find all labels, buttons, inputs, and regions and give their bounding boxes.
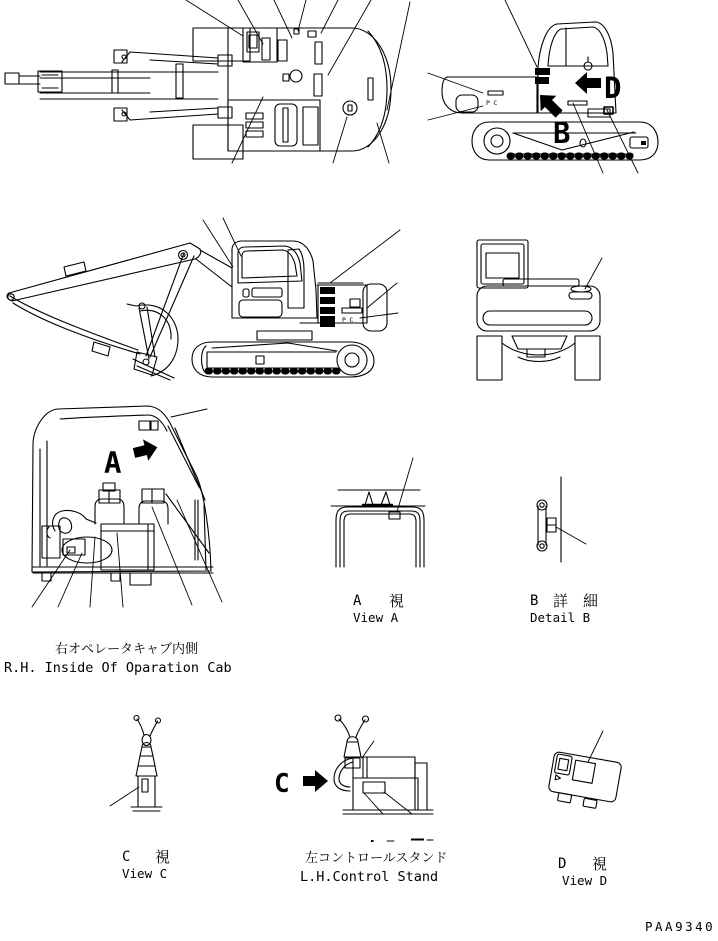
pc-decal-rear-side: PC bbox=[486, 99, 501, 107]
view-c-leader bbox=[110, 787, 139, 806]
cab-interior-view bbox=[32, 406, 222, 607]
view-a-drawing bbox=[331, 490, 425, 567]
top-view-body bbox=[228, 28, 391, 151]
view-c-caption-en: View C bbox=[122, 866, 168, 881]
view-a-leader bbox=[397, 458, 413, 512]
view-c-detail bbox=[110, 716, 170, 882]
view-a-caption-kanji: 視 bbox=[389, 592, 405, 610]
side-view-left-black-stripes bbox=[320, 287, 335, 327]
view-c-caption-kanji: 視 bbox=[155, 848, 171, 866]
arrow-a-icon bbox=[131, 437, 160, 464]
view-d-detail bbox=[546, 731, 621, 888]
rear-view-body bbox=[477, 279, 600, 331]
marker-a: A bbox=[104, 446, 122, 480]
side-view-rear-body bbox=[442, 22, 616, 117]
control-stand-caption-en: L.H.Control Stand bbox=[300, 869, 439, 885]
cab-interior-top-leader bbox=[171, 409, 207, 417]
view-c-drawing bbox=[131, 716, 162, 812]
control-stand-caption-jp: 左コントロールスタンド bbox=[305, 851, 448, 866]
detail-b-caption-en: Detail B bbox=[530, 610, 591, 625]
side-view-rear bbox=[428, 0, 658, 173]
arrow-c-icon bbox=[303, 770, 328, 792]
view-d-plate bbox=[546, 751, 621, 811]
detail-b-caption-kanji: 詳細 bbox=[553, 592, 614, 610]
side-view-left-work-equipment bbox=[7, 243, 232, 380]
view-d-leader bbox=[588, 731, 603, 762]
side-view-left bbox=[7, 218, 400, 380]
doc-code: PAA9340 bbox=[645, 919, 716, 934]
marker-b: B bbox=[553, 116, 571, 150]
view-c-caption-letter: C bbox=[122, 849, 131, 865]
control-stand-dashes bbox=[371, 840, 433, 843]
control-stand-drawing bbox=[334, 715, 433, 814]
top-view-tracks bbox=[193, 28, 250, 159]
rear-view bbox=[477, 240, 602, 380]
control-stand-view bbox=[274, 715, 447, 885]
top-view bbox=[5, 0, 410, 163]
detail-b-caption-letter: B bbox=[530, 593, 539, 609]
view-a-caption-letter: A bbox=[353, 593, 362, 609]
detail-b-drawing bbox=[537, 477, 561, 562]
view-d-caption-letter: D bbox=[558, 856, 567, 872]
view-d-caption-kanji: 視 bbox=[592, 855, 608, 873]
side-view-left-tracks bbox=[192, 342, 374, 377]
cab-caption-en: R.H. Inside Of Oparation Cab bbox=[4, 660, 232, 676]
rear-view-tracks bbox=[477, 336, 600, 380]
side-view-rear-black-stripes bbox=[535, 68, 550, 84]
marker-c: C bbox=[274, 769, 290, 799]
view-a-caption-en: View A bbox=[353, 610, 399, 625]
side-view-left-body bbox=[232, 283, 387, 340]
side-view-left-cab bbox=[232, 241, 317, 318]
pc-decal-left-side: PC bbox=[342, 316, 357, 324]
marker-d: D bbox=[604, 71, 622, 105]
view-d-caption-en: View D bbox=[562, 873, 608, 888]
rear-view-leader bbox=[585, 258, 602, 289]
detail-b bbox=[530, 477, 613, 625]
view-a-detail bbox=[331, 458, 425, 625]
cab-caption-jp: 右オペレータキャブ内側 bbox=[55, 642, 199, 657]
arrow-d-icon bbox=[575, 72, 601, 94]
cab-interior-equipment bbox=[42, 483, 209, 570]
